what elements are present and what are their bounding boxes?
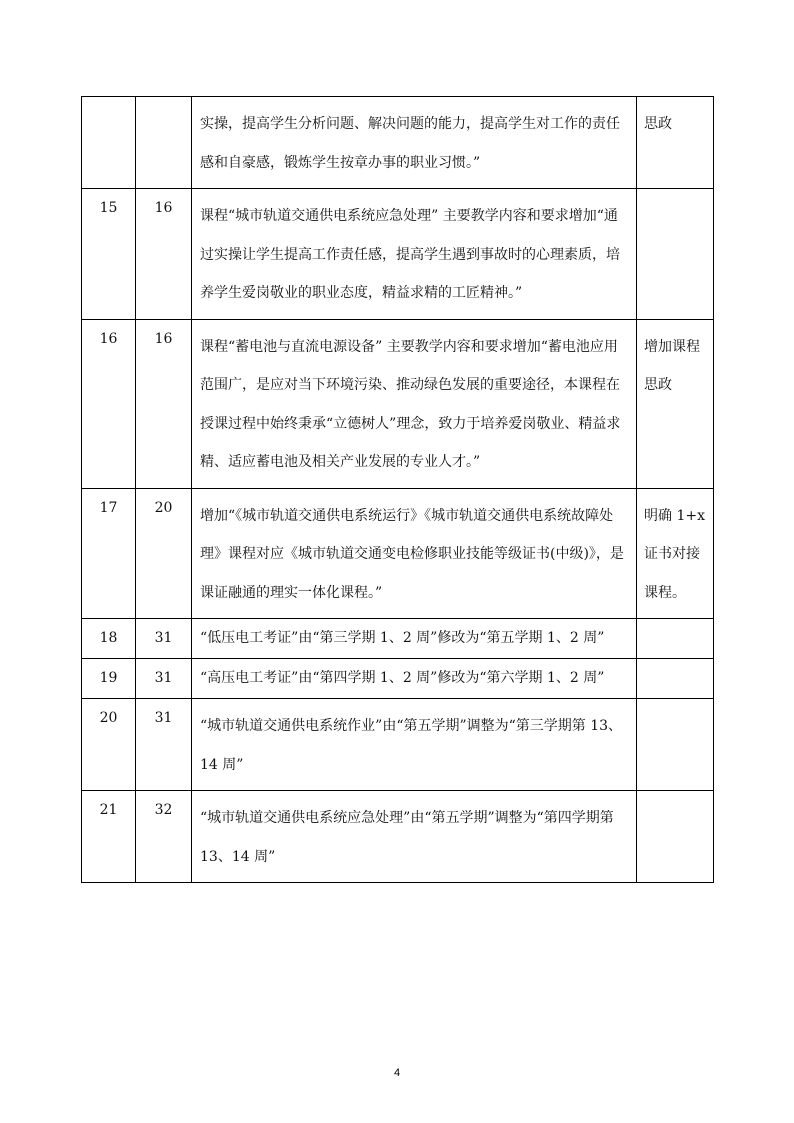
page-cell: 31 [136, 699, 192, 791]
row-number-cell [82, 97, 136, 189]
note-cell [637, 659, 714, 699]
row-number-cell: 18 [82, 619, 136, 659]
content-cell: “城市轨道交通供电系统作业”由“第五学期”调整为“第三学期第 13、14 周” [192, 699, 637, 791]
content-cell: 增加“《城市轨道交通供电系统运行》《城市轨道交通供电系统故障处理》课程对应《城市轨道交通变电检修职业技能等级证书(中级)》，是课证融通的理实一体化课程。” [192, 488, 637, 619]
note-cell [637, 189, 714, 320]
page-cell [136, 97, 192, 189]
table-row [82, 659, 714, 699]
changes-table [81, 96, 714, 883]
table-row [82, 619, 714, 659]
table-row [82, 699, 714, 791]
note-cell: 思政 [637, 97, 714, 189]
row-number-cell: 20 [82, 699, 136, 791]
table-row [82, 319, 714, 488]
page-cell: 31 [136, 619, 192, 659]
row-number-cell: 19 [82, 659, 136, 699]
row-number-cell: 15 [82, 189, 136, 320]
page-cell: 32 [136, 791, 192, 883]
table-row [82, 488, 714, 619]
page-cell: 31 [136, 659, 192, 699]
note-cell [637, 619, 714, 659]
content-cell: 课程“城市轨道交通供电系统应急处理” 主要教学内容和要求增加“通过实操让学生提高工作责任感，提高学生遇到事故时的心理素质，培养学生爱岗敬业的职业态度，精益求精的工匠精神。” [192, 189, 637, 320]
content-cell: “低压电工考证”由“第三学期 1、2 周”修改为“第五学期 1、2 周” [192, 619, 637, 659]
content-cell: 课程“蓄电池与直流电源设备” 主要教学内容和要求增加“蓄电池应用范围广，是应对当下环境污染、推动绿色发展的重要途径，本课程在授课过程中始终秉承“立德树人”理念，致力于培养爱岗敬业、精益求精、适应蓄电池及相关产业发展的专业人才。” [192, 319, 637, 488]
page-number: 4 [393, 1067, 401, 1079]
note-cell: 明确 1+x 证书对接课程。 [637, 488, 714, 619]
table-row [82, 97, 714, 189]
note-cell [637, 791, 714, 883]
table-row [82, 791, 714, 883]
table-row [82, 189, 714, 320]
row-number-cell: 21 [82, 791, 136, 883]
page-cell: 16 [136, 319, 192, 488]
note-cell [637, 699, 714, 791]
row-number-cell: 17 [82, 488, 136, 619]
content-cell: “城市轨道交通供电系统应急处理”由“第五学期”调整为“第四学期第 13、14 周” [192, 791, 637, 883]
page-cell: 20 [136, 488, 192, 619]
content-cell: 实操，提高学生分析问题、解决问题的能力，提高学生对工作的责任感和自豪感，锻炼学生按章办事的职业习惯。” [192, 97, 637, 189]
content-cell: “高压电工考证”由“第四学期 1、2 周”修改为“第六学期 1、2 周” [192, 659, 637, 699]
row-number-cell: 16 [82, 319, 136, 488]
note-cell: 增加课程思政 [637, 319, 714, 488]
page-cell: 16 [136, 189, 192, 320]
